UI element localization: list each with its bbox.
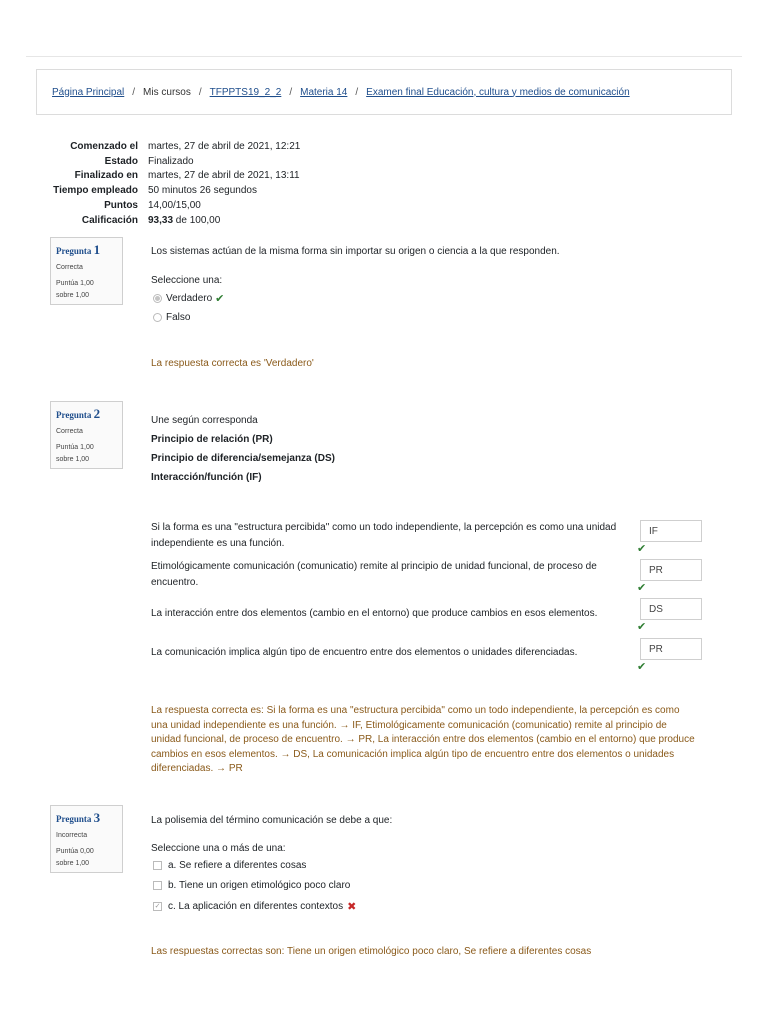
answer-option-b[interactable] <box>153 880 350 891</box>
question-state: Correcta <box>56 264 83 271</box>
breadcrumb-exam-link[interactable]: Examen final Educación, cultura y medios de comunicación <box>366 86 630 98</box>
radio-selected[interactable] <box>153 294 162 303</box>
answer-option-true[interactable] <box>153 292 224 305</box>
option-label: b. Tiene un origen etimológico poco claro <box>168 880 351 891</box>
match-select[interactable]: IF <box>640 520 702 542</box>
check-icon: ✔ <box>637 582 647 594</box>
breadcrumb-separator: / <box>289 86 293 98</box>
question-state: Correcta <box>56 428 83 435</box>
match-statement: Si la forma es una "estructura percibida" como un todo independiente, la percepción es como una unidad independiente es una función. <box>151 522 617 549</box>
question-title-label: Pregunta <box>56 410 94 420</box>
match-statement: La comunicación implica algún tipo de encuentro entre dos elementos o unidades diferenciadas. <box>151 647 578 658</box>
answer-option-false[interactable] <box>153 312 190 323</box>
summary-row-state <box>40 154 300 169</box>
question-title <box>56 406 117 422</box>
question-number: 3 <box>93 810 101 825</box>
breadcrumb-course-link[interactable]: TFPPTS19_2_2 <box>209 86 282 98</box>
match-select[interactable]: PR <box>640 559 702 581</box>
principle-if: Interacción/función (IF) <box>151 472 262 483</box>
question-grade-score: Puntúa 1,00 <box>56 444 94 451</box>
summary-row-finished <box>40 169 300 184</box>
question-info-1 <box>50 237 123 305</box>
summary-value: 14,00/15,00 <box>148 200 201 212</box>
summary-label: Puntos <box>104 200 138 212</box>
question-text: Une según corresponda <box>151 415 258 426</box>
option-label: Verdadero <box>166 293 213 304</box>
check-icon: ✔ <box>637 661 647 673</box>
check-icon: ✔ <box>215 293 225 305</box>
summary-row-started <box>40 139 300 154</box>
summary-value: Finalizado <box>148 155 194 167</box>
check-icon: ✔ <box>637 543 647 555</box>
breadcrumb-separator: / <box>355 86 359 98</box>
question-number: 1 <box>93 242 101 257</box>
summary-row-time <box>40 183 300 198</box>
question-title <box>56 810 117 826</box>
question-grade <box>56 442 117 466</box>
question-title <box>56 242 117 258</box>
breadcrumb-section-link[interactable]: Materia 14 <box>300 86 348 98</box>
question-text: Los sistemas actúan de la misma forma sin importar su origen o ciencia a la que responden. <box>151 246 560 257</box>
top-divider <box>26 56 742 57</box>
breadcrumb-courses: Mis cursos <box>143 86 191 98</box>
grade-value: 93,33 <box>148 214 174 226</box>
summary-label: Comenzado el <box>70 140 138 152</box>
summary-label: Finalizado en <box>74 170 138 182</box>
breadcrumb-separator: / <box>132 86 136 98</box>
question-title-label: Pregunta <box>56 246 94 256</box>
summary-label: Calificación <box>81 214 138 226</box>
question-grade <box>56 278 117 302</box>
question-grade-score: Puntúa 0,00 <box>56 848 94 855</box>
breadcrumb-home-link[interactable]: Página Principal <box>52 86 125 98</box>
summary-label: Estado <box>104 155 138 167</box>
question-info-3 <box>50 805 123 873</box>
question-grade <box>56 846 117 870</box>
question-prompt: Seleccione una: <box>151 275 223 286</box>
summary-value <box>148 215 220 226</box>
cross-icon: ✖ <box>347 901 357 913</box>
question-feedback: Las respuestas correctas son: Tiene un origen etimológico poco claro, Se refiere a diferentes cosas <box>151 946 592 957</box>
option-label: Falso <box>166 312 191 323</box>
summary-label: Tiempo empleado <box>53 185 138 197</box>
breadcrumb-separator: / <box>198 86 202 98</box>
option-label: c. La aplicación en diferentes contextos <box>168 901 344 912</box>
summary-value: martes, 27 de abril de 2021, 13:11 <box>148 170 300 182</box>
breadcrumb <box>36 69 732 115</box>
checkbox-unchecked[interactable] <box>153 881 162 890</box>
summary-row-points <box>40 198 300 213</box>
option-label: a. Se refiere a diferentes cosas <box>168 860 307 871</box>
question-number: 2 <box>93 406 101 421</box>
question-grade-score: Puntúa 1,00 <box>56 280 94 287</box>
question-feedback: La respuesta correcta es 'Verdadero' <box>151 358 314 369</box>
principle-ds: Principio de diferencia/semejanza (DS) <box>151 453 335 464</box>
match-select[interactable]: DS <box>640 598 702 620</box>
question-prompt: Seleccione una o más de una: <box>151 843 286 854</box>
summary-value: martes, 27 de abril de 2021, 12:21 <box>148 140 301 152</box>
checkbox-checked[interactable]: ✓ <box>154 903 161 910</box>
question-text: La polisemia del término comunicación se debe a que: <box>151 815 393 826</box>
question-feedback: La respuesta correcta es: Si la forma es una "estructura percibida" como un todo independiente, la percepción es como una unidad independiente es una función. → IF, Etimológicamente comunicación (comunicatio) remite al principio de unidad funcional, de proceso de encuentro. → PR, La interacción entre dos elementos (cambio en el entorno) que produce cambios en esos elementos. → DS, La comunicación implica algún tipo de encuentro entre dos elementos o unidades diferenciadas. → PR <box>151 705 695 774</box>
question-state: Incorrecta <box>56 832 88 839</box>
match-select[interactable]: PR <box>640 638 702 660</box>
question-grade-max: sobre 1,00 <box>56 860 90 867</box>
question-title-label: Pregunta <box>56 814 94 824</box>
question-grade-max: sobre 1,00 <box>56 292 90 299</box>
principle-pr: Principio de relación (PR) <box>151 434 273 445</box>
checkbox-unchecked[interactable] <box>153 861 162 870</box>
check-icon: ✔ <box>637 621 647 633</box>
radio-unselected[interactable] <box>153 313 162 322</box>
summary-value: 50 minutos 26 segundos <box>148 185 257 197</box>
match-statement: Etimológicamente comunicación (comunicatio) remite al principio de unidad funcional, de proceso de encuentro. <box>151 561 597 588</box>
summary-row-grade <box>40 213 300 228</box>
attempt-summary <box>40 139 300 228</box>
question-grade-max: sobre 1,00 <box>56 456 90 463</box>
answer-option-c[interactable] <box>153 900 356 913</box>
grade-max: de 100,00 <box>173 214 221 226</box>
match-statement: La interacción entre dos elementos (cambio en el entorno) que produce cambios en esos elementos. <box>151 608 598 619</box>
answer-option-a[interactable] <box>153 860 306 871</box>
question-info-2 <box>50 401 123 469</box>
